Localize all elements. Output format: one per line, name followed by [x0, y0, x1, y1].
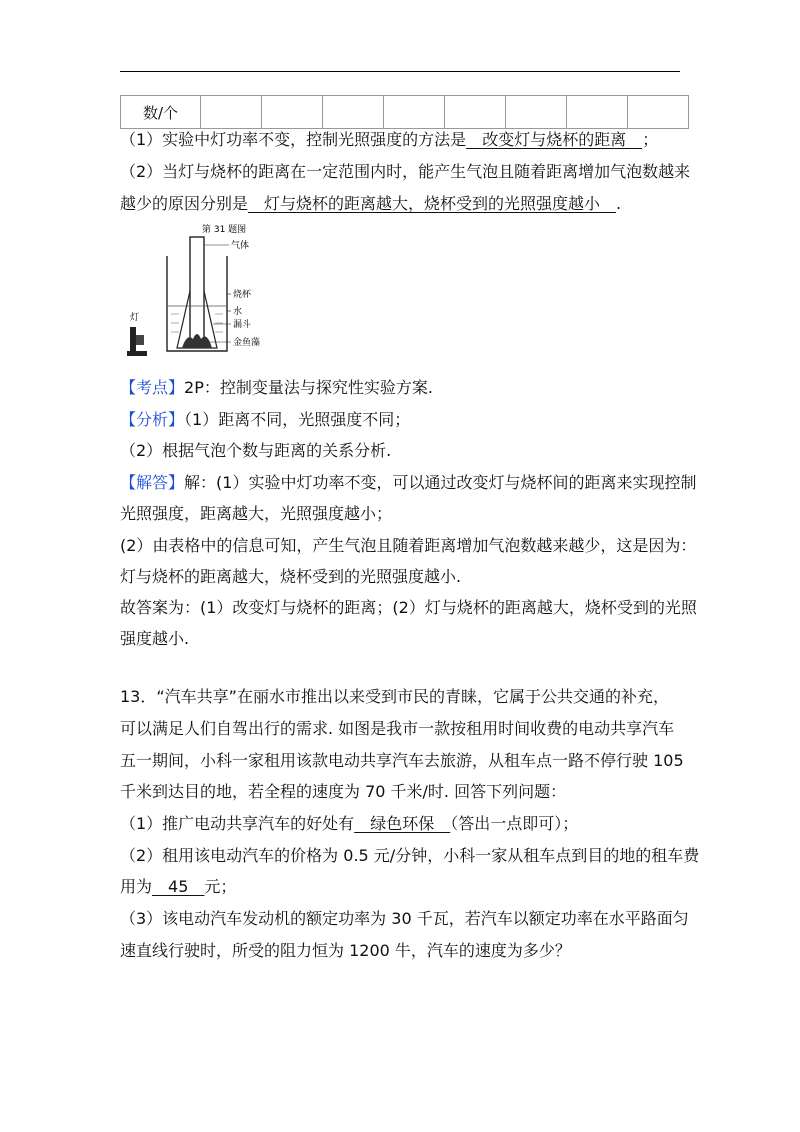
table-row-label: 数/个	[121, 96, 201, 129]
table-cell	[506, 96, 567, 129]
table-row	[121, 96, 689, 129]
answer-line2: 强度越小.	[120, 629, 190, 648]
kaodian: 【考点】2P：控制变量法与探究性实验方案.	[120, 378, 433, 397]
figure-label: 水	[233, 307, 243, 317]
table-cell	[628, 96, 689, 129]
figure-label: 烧杯	[233, 290, 252, 300]
header-rule	[120, 71, 680, 72]
fenxi-line2: （2）根据气泡个数与距离的关系分析.	[120, 441, 392, 460]
jieda-line3: (2）由表格中的信息可知，产生气泡且随着距离增加气泡数越来越少，这是因为：	[120, 536, 697, 555]
table-cell	[323, 96, 384, 129]
jieda: 【解答】解：(1）实验中灯功率不变，可以通过改变灯与烧杯间的距离来实现控制	[120, 473, 697, 492]
q13-sub1: （1）推广电动共享汽车的好处有 绿色环保 （答出一点即可）；	[120, 814, 579, 833]
answer-line1: 故答案为：(1）改变灯与烧杯的距离；(2）灯与烧杯的距离越大，烧杯受到的光照	[120, 598, 697, 617]
prev-q2-line2: 越少的原因分别是 灯与烧杯的距离越大，烧杯受到的光照强度越小 .	[120, 194, 622, 213]
q13-line4: 千米到达目的地，若全程的速度为 70 千米/时. 回答下列问题：	[120, 782, 567, 801]
q13-sub1-answer: 绿色环保	[354, 814, 451, 833]
lamp-label: 灯	[130, 313, 140, 323]
prev-q2-answer: 灯与烧杯的距离越大，烧杯受到的光照强度越小	[248, 194, 617, 213]
jieda-line4: 灯与烧杯的距离越大，烧杯受到的光照强度越小.	[120, 567, 462, 586]
prev-q2-line1: （2）当灯与烧杯的距离在一定范围内时，能产生气泡且随着距离增加气泡数越来	[120, 162, 691, 181]
q13-line3: 五一期间，小科一家租用该款电动共享汽车去旅游，从租车点一路不停行驶 105	[120, 751, 684, 770]
figure-label: 金鱼藻	[233, 338, 261, 348]
figure-label: 气体	[231, 241, 250, 251]
lamp-icon	[127, 327, 147, 356]
fenxi: 【分析】（1）距离不同，光照强度不同；	[120, 410, 411, 429]
figure-caption: 第 31 题图	[202, 225, 247, 235]
prev-q1: （1）实验中灯功率不变，控制光照强度的方法是 改变灯与烧杯的距离 ；	[120, 130, 659, 149]
experiment-figure	[127, 221, 277, 366]
q13-sub3-line2: 速直线行驶时，所受的阻力恒为 1200 牛，汽车的速度为多少？	[120, 941, 571, 960]
figure-label: 漏斗	[233, 320, 252, 330]
table-cell	[262, 96, 323, 129]
q13-sub2-line1: （2）租用该电动汽车的价格为 0.5 元/分钟，小科一家从租车点到目的地的租车费	[120, 846, 700, 865]
table-cell	[384, 96, 445, 129]
q13-sub2-answer: 45	[152, 877, 205, 896]
jieda-line2: 光照强度，距离越大，光照强度越小；	[120, 504, 393, 523]
data-table	[120, 95, 689, 129]
table-cell	[567, 96, 628, 129]
table-cell	[445, 96, 506, 129]
q13-sub2-line2: 用为 45 元；	[120, 877, 237, 896]
q13-line1: 13．“汽车共享”在丽水市推出以来受到市民的青睐，它属于公共交通的补充，	[120, 687, 669, 706]
table-cell	[201, 96, 262, 129]
q13-line2: 可以满足人们自驾出行的需求. 如图是我市一款按租用时间收费的电动共享汽车	[120, 719, 675, 738]
prev-q1-answer: 改变灯与烧杯的距离	[466, 130, 643, 149]
q13-sub3-line1: （3）该电动汽车发动机的额定功率为 30 千瓦，若汽车以额定功率在水平路面匀	[120, 909, 689, 928]
